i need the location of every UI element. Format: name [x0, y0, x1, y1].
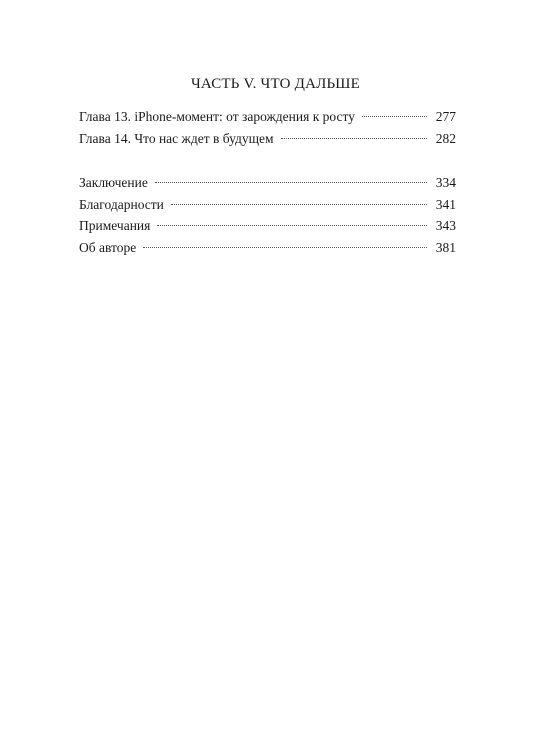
dot-leader	[171, 204, 427, 205]
toc-page-number: 381	[435, 239, 456, 255]
toc-entry-chapter-13	[79, 106, 456, 128]
dot-leader	[362, 116, 427, 117]
toc-page-number: 343	[435, 218, 456, 233]
toc-entry-label: Примечания	[79, 218, 151, 233]
toc-entry-label: Глава 14. Что нас ждет в будущем	[79, 130, 274, 146]
toc-back-matter	[79, 172, 456, 258]
toc-entry-conclusion	[79, 172, 456, 194]
toc-entry-acknowledgements	[79, 194, 456, 216]
dot-leader	[155, 182, 427, 183]
toc-page-number: 277	[435, 109, 456, 124]
toc-entry-label: Заключение	[79, 175, 148, 190]
dot-leader	[281, 138, 427, 139]
toc-entry-notes	[79, 215, 456, 237]
dot-leader	[143, 247, 427, 248]
toc-page-number: 334	[435, 175, 456, 190]
toc-page-number: 341	[435, 196, 456, 212]
toc-entry-about-author	[79, 237, 456, 259]
toc-page-number: 282	[435, 130, 456, 146]
toc-entry-chapter-14	[79, 128, 456, 150]
toc-entry-label: Благодарности	[79, 196, 164, 212]
toc-entry-label: Глава 13. iPhone-момент: от зарождения к росту	[79, 109, 355, 124]
dot-leader	[157, 225, 426, 226]
toc-entry-label: Об авторе	[79, 239, 137, 255]
toc-chapters	[79, 106, 456, 149]
part-title: ЧАСТЬ V. ЧТО ДАЛЬШЕ	[190, 76, 360, 92]
